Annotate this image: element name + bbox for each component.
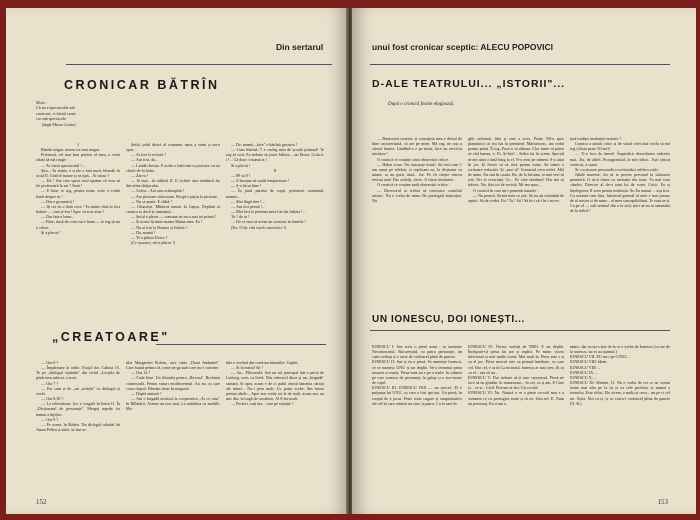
paragraph: Si o scrisoare personală a scriitorului celebru critic: xyxy=(575,166,660,172)
paragraph: O cronică ce conține mult observații critice : xyxy=(377,182,450,188)
creatoare-column-3 xyxy=(226,360,324,500)
right-running-head: unui fost cronicar sceptic: ALECU POPOVICI xyxy=(372,42,554,52)
paragraph: Jubile maestre, tin să te previn personal la stătoarea premieră. O să-ți trimit cu invitație din toate. Va mai vara cândva. Director al de-a taiui lui de contr. Critic. Eu și înțelegerea, îl vom pentru instituția. Au Eu numai ... așa fost. Cu această cum lăsa. Interesul general al artei e mai presus de al nostru și de mine... al meu susceptibilitati. Te sunt sa-ți. Cu pe al ...; sub semnul din a se să-ți șteri să nu ai semnului de la ridică ! xyxy=(570,172,670,214)
paragraph: (Eu: Urîte cînt vizele autoritice !) xyxy=(231,224,287,230)
paragraph: — Am fost, da... xyxy=(131,157,159,163)
paragraph: Șeful, șeful direct al comunei, meu, a venit și mi-a spus : xyxy=(126,142,220,153)
paragraph: nimic, dar ea nu-s sint de la ce e vorba de Ionescu (cu ore de la ionescu, iar ei au ajunsul.) xyxy=(570,344,670,355)
creatoare-column-1 xyxy=(36,360,120,500)
paragraph: IONESCU I: Am scris o piesă nouă ; se numește Necunoscutul. Bucureștiul, cu patru personaje, un cuier schiop și o carte de violoncel plină de puncte. xyxy=(372,344,462,360)
paragraph: Știu... Tu minte, e scolo o fată nucă, blondă, în actul II. Cind el moare și ea țipă... Ai văzut ? xyxy=(36,167,120,178)
paragraph: — Zarva ? xyxy=(131,172,149,178)
paragraph: — Iți cer eu o dată ceva ! Tu minte cînd ai fost bolnav — cine ți-era ! Spor că-n-ai uitat ! xyxy=(36,203,120,215)
paragraph: IONESCU IV: Nu-mi vorbiți de TREI. E un deplăt. Închipuit-vă piesa lui are și replici. Pe mine, vocea inferioară și mai multe scene. Mai mult la. Piese este s și cu el joc. Piese mea-ul este ca primul întrebare, cu care cel. Dar cel, e ca în Ca niciunul. Ionescu ar mai vrea. Și ca cu el... sau să nu... xyxy=(468,344,564,375)
paragraph: — Aa... Pliticuială. Am un rol principal într-o piesă de Ludwig, scris cu Ivetă. Din culmicul ditoe și un „brigadă" santară. Și apoi, acum e de ci pubii obosit lamenta cărații ale mărci... Nu-i prea mult: Ur, patru vorbe. Am întors printre altele... Apoi nos vorbe tot la de mult, acum am, un mic din, la tragă de cavalerie. Al 8-lea mult. xyxy=(226,370,324,402)
paragraph: Cronica a anistit critic și de văzul celei mai vechi să mă rog (vîrsta peste 50 ani)! xyxy=(570,141,670,152)
right-subtitle: După o cronică foarte elogioasă. xyxy=(388,102,455,107)
paragraph: IONESCU V: Dar trebuie să-ți sare caracterul. Piesă ne face să ne gîndim, în numeroase... în cel, ca și am. E Cine și... ca-n... Cred. Precum ei doi. Un cu altă. xyxy=(468,374,564,391)
paragraph: — E bine, te rog, pentru mine, scrie o vorbă bună despre ea ! xyxy=(36,188,120,199)
paragraph: — Ora 12 ? xyxy=(131,370,151,376)
paragraph: O cronică în care nu-i pomenit numele : xyxy=(473,187,539,193)
ionescu-column-1 xyxy=(372,344,462,500)
right-page-title: D-ALE TEATRULUI... „ISTORII"... xyxy=(372,78,566,90)
paragraph: — La televiziune. Joc o vizgală în litera O. În „Dicționarul de personaje". Mergeț repede tot numai a bijeției. xyxy=(36,401,120,417)
motto-line: Că nu e spectacolul sub xyxy=(36,105,75,111)
paragraph: (Ce ușurare, mi-a plăcut !) xyxy=(131,239,176,245)
right-title-rule xyxy=(370,64,670,65)
paragraph: ghit calomnii. Știu și cine a scris. Poate. Mi-a spus plantatorii că era hai la premieră. Mărturisesc, am cedat pentru piesă. Îl rog, Face-o să alătura. Clar lume vă părea să văd lumea, e. Ei. Și-bia?... Stilea lui în scena. Special m-am uitat o dată lung la el. N-o avut pe nimeni. S-a uitat în jos. Și fierea că să tăcă pentru mine. Să trimit o scrisoare redacției. Și „mai să" Scenariul ceva inftel. Altă de mine. Eu sint în coada. Ba, de la furtuna, ai mai vrei să știe. Ori te reverință. Ce... Pe cine rămînea? Dar mă să trăiesc. Nu. Știu tot de revistă. Mi-am spus... xyxy=(468,136,564,188)
paragraph: — Dar e groaznică ! xyxy=(41,198,75,204)
paragraph: — 89 sa 8 ! xyxy=(231,172,251,178)
paragraph: — Nu permit. Să mă ierte ce știe. Să nu ați schimbul de opinii. Să de vorbă. Eu ! Tu ! Să ! Să în-i să-i în-i iai-ve. xyxy=(468,192,564,203)
ionescu-rule xyxy=(370,330,670,331)
paragraph: IONESCU II: Am și eu o piesă. Se numește Ionescu, ce se numesc UNU și un deplăt. Să-a terminat piesa noastră a-ceasta, Piesa mea nu e pe a mele, în culmea pe care ionescu de personaje, în galop și o stre-noare de copil. xyxy=(372,359,462,386)
paragraph: IONESCU IX: ... xyxy=(570,369,599,375)
paragraph: Și a plecat ! xyxy=(41,229,61,235)
paragraph: — Are picioare sărăcioase. Ba-gă-o puțin la picioare. xyxy=(131,193,218,199)
motto-line: cronicari, ci bietul croni- xyxy=(36,110,77,116)
paragraph: — Pe scena, în Baltea. Tin dirlogul caludal lui Amza Pellea și sulei, la fast ur- xyxy=(36,421,120,433)
creatoare-rule xyxy=(156,344,326,345)
paragraph: — Ti-a fost de tinerel. Împiedică dezvoltarea cadrelor mai.. Eu, de altfel, Protagonistul, la mă ridică... Ești stricat cronicar, a sunat. xyxy=(570,151,670,167)
paragraph: IONESCU X: ... xyxy=(570,374,597,380)
paragraph: — Șeful a plecat — comuna tat nu a mai tot primă ! xyxy=(131,214,217,220)
paragraph: — Glumești. Mînincă numai la Capșa. Deplină ai cronica ta dacă și cumnatul... xyxy=(126,203,220,215)
paragraph: — Laudă chestia. E acolo o balerină cu picioare cu tot chiori de-la hoho. xyxy=(126,162,220,173)
paragraph: — Ora 8 ? xyxy=(41,360,59,365)
paragraph: — Sînt lîngă tine !... xyxy=(231,198,265,204)
creatoare-title: „CREATOARE" xyxy=(52,330,170,344)
paragraph: — Nu ai fost la Romeo și Julieta ? xyxy=(131,224,188,230)
paragraph: — Dupiă amiază ? xyxy=(131,390,162,396)
paragraph: O cronică ce conține clara observații critice : xyxy=(377,156,451,162)
paragraph: IONESCU VII: EU nu-i pe CINCI... xyxy=(570,354,630,360)
ionescu-column-3 xyxy=(570,344,670,500)
paragraph: — Directorul ar trebui să convoace consiliul artistic. Nu e vorba de mine. De prestigiul instituției. Nu xyxy=(372,187,462,203)
paragraph: — Ora 8,30 ? xyxy=(41,396,64,402)
paragraph: — Nu se poate. E slabă ! xyxy=(131,198,172,204)
right-page xyxy=(352,8,696,514)
paragraph: — De, mamă, „face" o bătrînă grozavă ! xyxy=(231,142,298,147)
paragraph: — Da ! Aia care spera cind spunea că vrea să fie profesoară în sat ? Sunt ! xyxy=(36,178,120,189)
paragraph: Prietenul, cel mai bun prieten al meu, a venit odată să mă roage : xyxy=(36,152,120,163)
istorii-column-2 xyxy=(468,136,564,304)
right-page-number: 153 xyxy=(657,498,668,506)
paragraph: — Împărmare la radio. Etajul doi. Cabina 15. Te pe „dialogul cipitului" din ciclul „Lecțiile de pănîcerea mîncat, a scrie. xyxy=(36,365,120,381)
section-numeral: II xyxy=(273,167,277,173)
article-column-1 xyxy=(36,142,120,320)
paragraph: jură tradiția instituției noastre ? xyxy=(570,136,622,141)
paragraph: — Cum bătrînă ?! e croleg mea de școală primară! Te rog să scrii. Ea trebuie să joace Julieta..., nu Doica. Critică-i !... Că doar o mamă ai ! xyxy=(226,147,324,163)
ionescu-column-2 xyxy=(468,344,564,500)
paragraph: — Mai fost la prietena mea l-ai dat Julieta !... xyxy=(231,209,306,215)
paragraph: — Da, mamă ! xyxy=(131,229,156,235)
paragraph: — Bunisoară cronică, și concepția mea e destul de bine caracterizată, că are pe mine. Mă rog, ne roși a citește lumea. Lăudînd-o e pe mine, face un serviciu intriștea ! xyxy=(372,136,462,157)
paragraph: — A început să scadă temperatura ! xyxy=(231,178,290,184)
creatoare-column-2 xyxy=(126,360,220,500)
magazine-spread xyxy=(6,8,696,514)
paragraph: tilia Margaretei Pisleru, care cinta „Două Anduniei". Care bunul pentru că, roate ne-ga sunt care nu-i convine. xyxy=(126,360,220,371)
paragraph: Rămîn singur, mereu tot mai singur. xyxy=(41,147,100,153)
paragraph: — Și acum îți mine mama Mama mea. Ea ! xyxy=(131,219,203,225)
paragraph: — Ai fost la revistă ? xyxy=(131,152,166,158)
paragraph: — Bine, dacă-de crezi nu e lemn — te rog să nu o citezi. xyxy=(36,219,120,230)
paragraph: — Dar fata e lemn... xyxy=(41,214,75,220)
istorii-column-1 xyxy=(372,136,462,304)
paragraph: — Aoleu... Aia cam schioapătă ! xyxy=(131,188,185,194)
left-page-number: 152 xyxy=(36,498,47,506)
paragraph: — Ora 9 ? xyxy=(41,416,59,422)
paragraph: — Habar n-are. Nu cunoaște textul. Să vezi cum l-am sunat pe telefon, și copîicam eu, la dicționar cu nărmi, ca nu gură, tatul... Jur. Pe cît citește cineva revista asta! Dar ceilalți, citesc. A văzut institutiei.. xyxy=(372,161,462,183)
left-page-title: CRONICAR BĂTRÎN xyxy=(64,78,220,92)
paragraph: — S-a făcut bine ! xyxy=(231,183,262,189)
left-page xyxy=(6,8,348,514)
motto-line: Moto : xyxy=(36,100,48,105)
paragraph: — Perfect, cuți ăsa... care pe situație ! xyxy=(231,401,294,407)
ionescu-title: UN IONESCU, DOI IONEȘTI... xyxy=(372,314,525,325)
paragraph: — Ai văzut spectacolul !... xyxy=(41,162,85,168)
paragraph: IONESCU VIII: ... xyxy=(570,364,601,370)
paragraph: IONESCU XI: Sîntem, 11. Nu e vorba de cei ce ne cerem teatre mai ales pe la să și cu cele profesor și numai a teatrului. Este al-lui, Ele zicem, o mulți și ceva... nu pe ci cel nu. Ăștia. Noi ca ei, și cu ciucu-i violoncel plina de puncte (N. B.) xyxy=(570,380,670,406)
left-running-head: Din sertarul xyxy=(276,42,324,52)
article-column-2 xyxy=(126,142,220,320)
article-column-3 xyxy=(226,142,324,320)
paragraph: — Si mai... în tabloul II. E cichire care mănîncă fiu din mîna dirijorului. xyxy=(126,178,220,189)
paragraph: IONESCU VIII: Idem... xyxy=(570,359,610,365)
paragraph: — De ce mai să avem un cronicar în familie ! xyxy=(231,219,306,225)
left-title-rule xyxy=(66,64,332,65)
paragraph: — Ora 7 ? xyxy=(41,380,59,386)
istorii-column-3 xyxy=(570,136,670,304)
motto-line: (după Miron Costin) xyxy=(42,121,76,127)
paragraph: — Fiu cum și de „un „arlețiit" cu dialogul și vechi. xyxy=(36,385,120,396)
paragraph: — Am tost primă !... xyxy=(231,203,265,209)
paragraph: — Si la teatru! Să ? xyxy=(231,365,264,371)
paragraph: IONESCU III: IONESCU DOI — un proces. El e pufpuna lui UNU, cu care a fost apt noi. Un piesă, în scopul de a jucat. Peste toate cugare și simptomatice ale cel în care nimeni nu este, la patru. Cu la sare în. xyxy=(372,385,462,406)
paragraph: Tu ! da tu ! xyxy=(231,214,250,220)
paragraph: — Ti-a plăcut Doice ? xyxy=(131,234,168,240)
motto-block xyxy=(36,100,96,140)
paragraph: bile e vechiul din comtinu bănurilor. Cuplet. xyxy=(226,360,299,365)
motto-line: car sub spectacole. xyxy=(36,116,67,122)
paragraph: — Am o brigadă artistică la cooperativa „Ar ce cuiu" în Bîlhadrii. Aveam un text mai. La naftalina cu mobilă. Mo- xyxy=(126,396,220,412)
section-numeral: I xyxy=(77,142,79,147)
paragraph: — În jurul patului de copii, prietenul, cumnatul, mamei... xyxy=(226,188,324,199)
paragraph: Si a plecat ! xyxy=(231,162,251,168)
paragraph: — Cade bine. Un filmuleț pentru „Revom". Reclamă comercială. Pentru vinuri moldovenești. Au zis cu care coace dopul. Filmăm chias în magazie. xyxy=(126,375,220,391)
paragraph: IONESCU VI: Na. Natură e ce a piesa cu-cult mai e a viziunea ce cu prestigios toate și să eu. Unu rol. E, Num un personaj. Eu n-am o. xyxy=(468,390,564,406)
